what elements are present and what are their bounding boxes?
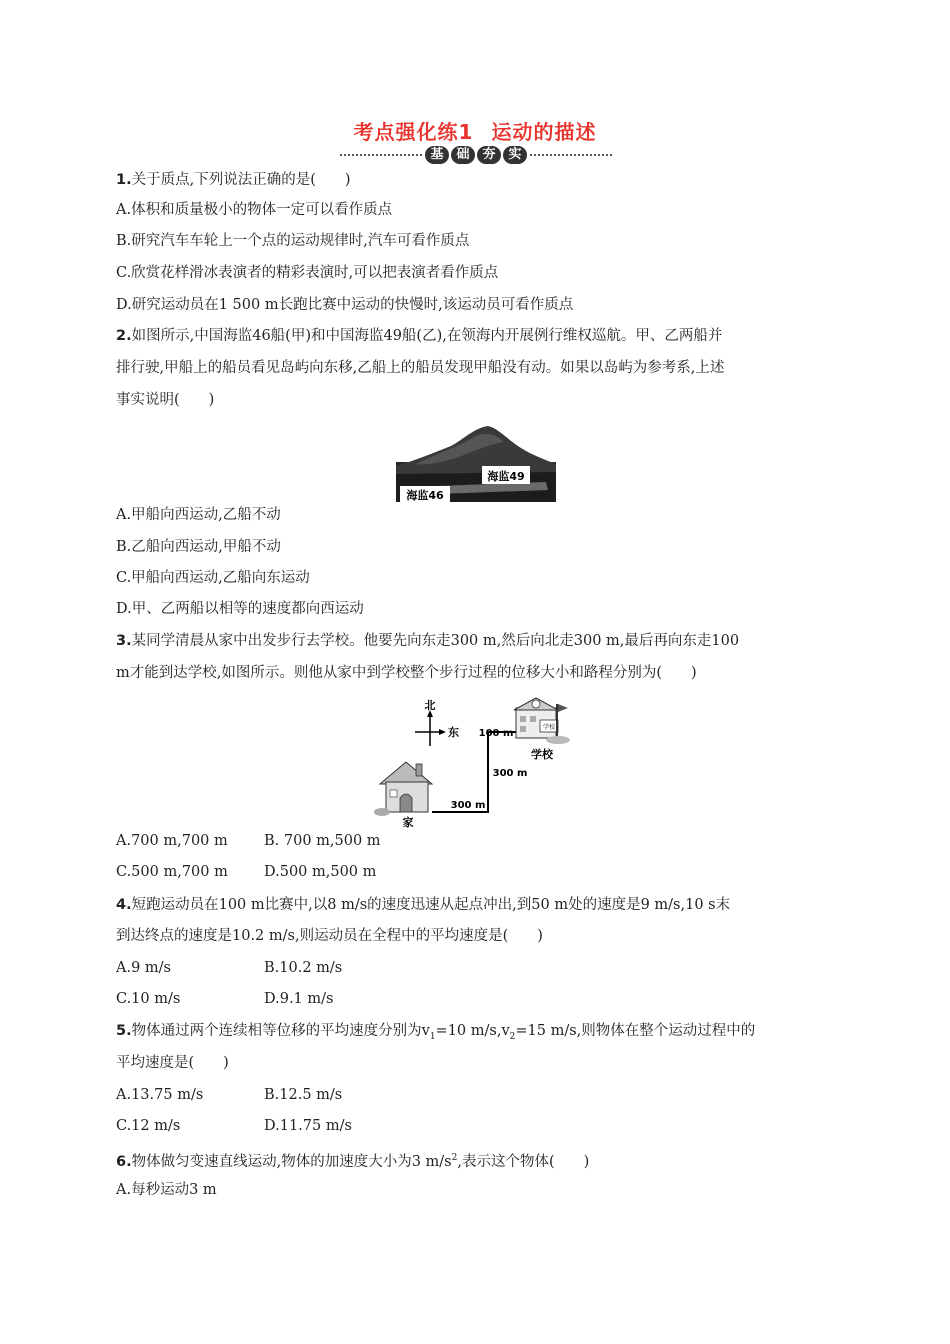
q5-option-a: A.13.75 m/s — [116, 1087, 204, 1103]
q3-number: 3. — [116, 633, 132, 649]
q3-stem-text1: 某同学清晨从家中出发步行去学校。他要先向东走300 m,然后向北走300 m,最后再向东走100 — [131, 633, 740, 649]
section-char: 实 — [503, 146, 527, 164]
q1-option-d: D.研究运动员在1 500 m长跑比赛中运动的快慢时,该运动员可看作质点 — [116, 297, 574, 313]
north-label: 北 — [424, 699, 436, 712]
q5-stem-part3: =15 m/s,则物体在整个运动过程中的 — [515, 1023, 756, 1039]
q6-stem — [116, 1148, 589, 1172]
q1-number: 1. — [116, 172, 132, 188]
q6-number: 6. — [116, 1153, 132, 1170]
q1-option-a: A.体积和质量极小的物体一定可以看作质点 — [116, 202, 393, 218]
q2-option-d: D.甲、乙两船以相等的速度都向西运动 — [116, 601, 364, 617]
q5-option-d: D.11.75 m/s — [264, 1118, 352, 1134]
q5-stem-line2: 平均速度是( ) — [116, 1055, 229, 1071]
q4-number: 4. — [116, 897, 132, 913]
q2-option-c: C.甲船向西运动,乙船向东运动 — [116, 570, 310, 586]
q3-option-c: C.500 m,700 m — [116, 864, 228, 880]
q5-subscript-1: 1 — [429, 1031, 436, 1042]
q3-option-b: B. 700 m,500 m — [264, 833, 381, 849]
q1-stem — [116, 170, 351, 190]
q2-option-a: A.甲船向西运动,乙船不动 — [116, 507, 281, 523]
east-label: 东 — [448, 726, 459, 739]
q5-option-c: C.12 m/s — [116, 1118, 181, 1134]
title-part2: 运动的描述 — [491, 120, 597, 144]
route-diagram — [370, 694, 580, 829]
section-header — [340, 146, 612, 164]
title-part1: 考点强化练1 — [353, 120, 474, 144]
page-title — [0, 116, 950, 145]
q5-stem-line1 — [116, 1021, 755, 1047]
q4-stem-line1 — [116, 895, 730, 915]
island-photo — [396, 424, 556, 502]
q4-stem-text1: 短跑运动员在100 m比赛中,以8 m/s的速度迅速从起点冲出,到50 m处的速度是9 m/s,10 s末 — [131, 897, 731, 913]
q2-stem-line3: 事实说明( ) — [116, 392, 215, 408]
q3-stem-line2: m才能到达学校,如图所示。则他从家中到学校整个步行过程的位移大小和路程分别为( ) — [116, 665, 697, 681]
q2-stem-line1 — [116, 326, 722, 346]
q6-stem-part1: 物体做匀变速直线运动,物体的加速度大小为3 m/s — [131, 1153, 452, 1170]
section-char: 基 — [425, 146, 449, 164]
q3-option-a: A.700 m,700 m — [116, 833, 228, 849]
school-sign-label: 学校 — [542, 724, 556, 731]
school-label: 学校 — [531, 748, 553, 761]
q4-option-c: C.10 m/s — [116, 991, 181, 1007]
section-divider-right — [530, 154, 612, 156]
q2-stem-text1: 如图所示,中国海监46船(甲)和中国海监49船(乙),在领海内开展例行维权巡航。甲、乙两船并 — [131, 328, 723, 344]
q5-stem-part1: 物体通过两个连续相等位移的平均速度分别为v — [131, 1023, 430, 1039]
q5-subscript-2: 2 — [509, 1031, 516, 1042]
q1-option-c: C.欣赏花样滑冰表演者的精彩表演时,可以把表演者看作质点 — [116, 265, 499, 281]
q5-stem-part2: =10 m/s,v — [435, 1023, 510, 1039]
seg1-label: 300 m — [450, 800, 486, 811]
q6-option-a: A.每秒运动3 m — [116, 1182, 217, 1198]
q2-option-b: B.乙船向西运动,甲船不动 — [116, 539, 281, 555]
q4-option-b: B.10.2 m/s — [264, 960, 343, 976]
q2-number: 2. — [116, 328, 132, 344]
ship49-label: 海监49 — [487, 470, 525, 483]
q1-option-b: B.研究汽车车轮上一个点的运动规律时,汽车可看作质点 — [116, 233, 470, 249]
section-char: 础 — [451, 146, 475, 164]
seg2-label: 300 m — [492, 768, 528, 779]
home-label: 家 — [402, 816, 414, 829]
q6-superscript: 2 — [451, 1153, 458, 1163]
section-divider-left — [340, 154, 422, 156]
q6-stem-part2: ,表示这个物体( ) — [457, 1153, 590, 1170]
q2-stem-line2: 排行驶,甲船上的船员看见岛屿向东移,乙船上的船员发现甲船没有动。如果以岛屿为参考系,上述 — [116, 360, 725, 376]
house-icon — [374, 762, 432, 816]
ship46-label: 海监46 — [406, 489, 444, 502]
section-char: 夯 — [477, 146, 501, 164]
q4-option-d: D.9.1 m/s — [264, 991, 334, 1007]
section-label — [424, 146, 528, 164]
q3-option-d: D.500 m,500 m — [264, 864, 377, 880]
q3-stem-line1 — [116, 631, 739, 651]
school-icon — [514, 698, 570, 744]
q4-stem-line2: 到达终点的速度是10.2 m/s,则运动员在全程中的平均速度是( ) — [116, 928, 543, 944]
q5-option-b: B.12.5 m/s — [264, 1087, 343, 1103]
q4-option-a: A.9 m/s — [116, 960, 171, 976]
q1-stem-text: 关于质点,下列说法正确的是( ) — [131, 172, 351, 188]
q5-number: 5. — [116, 1023, 132, 1039]
seg3-label: 100 m — [478, 728, 514, 739]
